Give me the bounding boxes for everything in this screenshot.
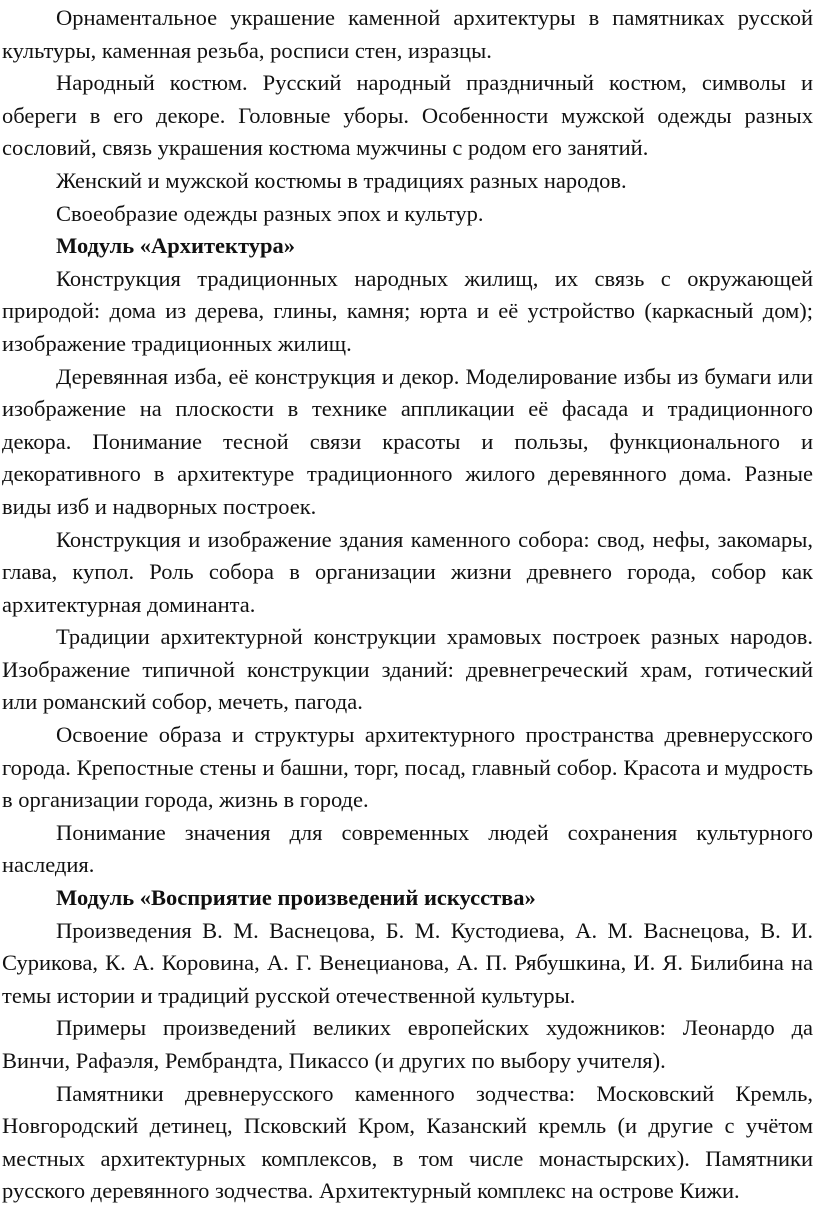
paragraph-traditional-dwellings: Конструкция традиционных народных жилищ, их связь с окружающей природой: дома из дерева, глины, камня; юрта и её устройство (каркасный дом); изображение традиционных жилищ.	[2, 265, 813, 356]
paragraph-russian-artists: Произведения В. М. Васнецова, Б. М. Кустодиева, А. М. Васнецова, В. И. Сурикова, К. А. Коровина, А. Г. Венецианова, А. П. Рябушкина, И. Я. Билибина на темы истории и традиций русской отечественной культуры.	[2, 917, 813, 1008]
paragraph-wooden-izba: Деревянная изба, её конструкция и декор. Моделирование избы из бумаги или изображение на плоскости в технике аппликации её фасада и традиционного декора. Понимание тесной связи красоты и пользы, функционального и декоративного в архитектуре традиционного жилого деревянного дома. Разные виды изб и надворных построек.	[2, 363, 813, 519]
paragraph-clothing-epochs: Своеобразие одежды разных эпох и культур.	[56, 200, 484, 226]
paragraph-stone-cathedral: Конструкция и изображение здания каменного собора: свод, нефы, закомары, глава, купол. Роль собора в организации жизни древнего города, собор как архитектурная доминанта.	[2, 526, 813, 617]
paragraph-architecture-monuments: Памятники древнерусского каменного зодчества: Московский Кремль, Новгородский детинец, Псковский Кром, Казанский кремль (и другие с учётом местных архитектурных комплексов, в том числе монастырских). Памятники русского деревянного зодчества. Архитектурный комплекс на острове Кижи.	[2, 1080, 813, 1204]
paragraph-folk-costume: Народный костюм. Русский народный праздничный костюм, символы и обереги в его декоре. Головные уборы. Особенности мужской одежды разных сословий, связь украшения костюма мужчины с родом его занятий.	[2, 70, 813, 161]
paragraph-ancient-city: Освоение образа и структуры архитектурного пространства древнерусского города. Крепостные стены и башни, торг, посад, главный собор. Красота и мудрость в организации города, жизнь в городе.	[2, 722, 813, 813]
heading-module-art-perception: Модуль «Восприятие произведений искусства»	[56, 885, 536, 911]
heading-module-architecture: Модуль «Архитектура»	[56, 233, 296, 259]
paragraph-temple-traditions: Традиции архитектурной конструкции храмовых построек разных народов. Изображение типичной конструкции зданий: древнегреческий храм, готический или романский собор, мечеть, пагода.	[2, 624, 813, 715]
paragraph-cultural-heritage: Понимание значения для современных людей сохранения культурного наследия.	[2, 819, 813, 878]
paragraph-european-artists: Примеры произведений великих европейских художников: Леонардо да Винчи, Рафаэля, Рембрандта, Пикассо (и других по выбору учителя).	[2, 1015, 813, 1073]
paragraph-ornament: Орнаментальное украшение каменной архитектуры в памятниках русской культуры, каменная резьба, росписи стен, изразцы.	[2, 5, 813, 63]
paragraph-costume-traditions: Женский и мужской костюмы в традициях разных народов.	[56, 167, 627, 193]
